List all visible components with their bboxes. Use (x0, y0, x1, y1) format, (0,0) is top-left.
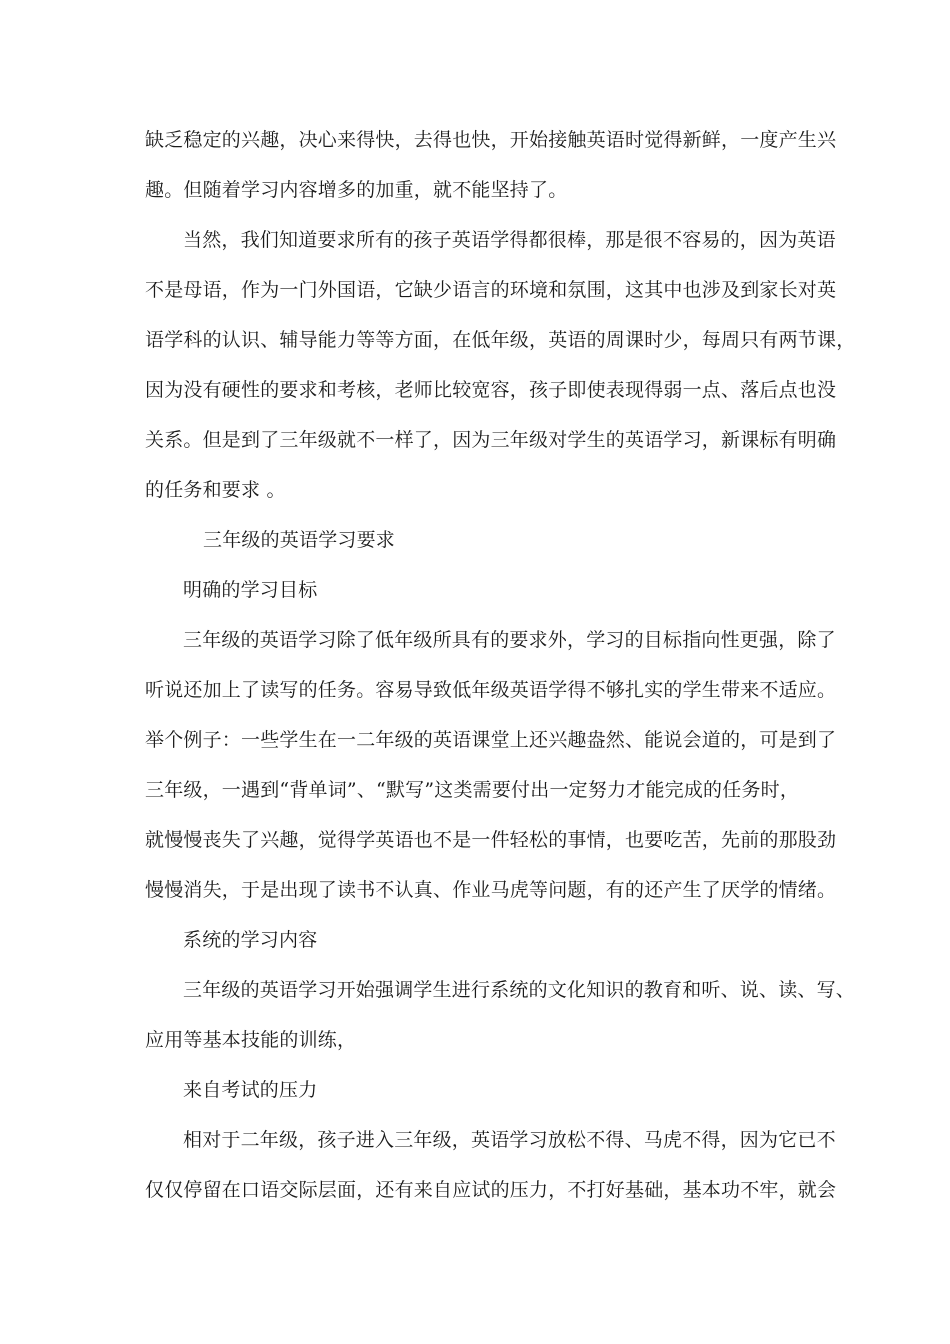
paragraph-line: 缺乏稳定的兴趣，决心来得快，去得也快，开始接触英语时觉得新鲜，一度产生兴 (145, 129, 837, 151)
paragraph-line: 因为没有硬性的要求和考核，老师比较宽容，孩子即使表现得弱一点、落后点也没 (145, 379, 837, 401)
subsection-heading: 明确的学习目标 (183, 579, 318, 601)
paragraph-line: 三年级的英语学习开始强调学生进行系统的文化知识的教育和听、说、读、写、 (183, 979, 856, 1001)
paragraph-line: 相对于二年级，孩子进入三年级，英语学习放松不得、马虎不得，因为它已不 (183, 1129, 836, 1151)
paragraph-line: 听说还加上了读写的任务。容易导致低年级英语学得不够扎实的学生带来不适应。 (145, 679, 837, 701)
paragraph-line: 的任务和要求 。 (145, 479, 286, 501)
subsection-heading: 来自考试的压力 (183, 1079, 318, 1101)
paragraph-line: 举个例子：一些学生在一二年级的英语课堂上还兴趣盎然、能说会道的，可是到了 (145, 729, 837, 751)
section-heading: 三年级的英语学习要求 (203, 529, 396, 551)
paragraph-line: 当然，我们知道要求所有的孩子英语学得都很棒，那是很不容易的，因为英语 (183, 229, 836, 251)
paragraph-line: 关系。但是到了三年级就不一样了，因为三年级对学生的英语学习，新课标有明确 (145, 429, 837, 451)
paragraph-line: 趣。但随着学习内容增多的加重，就不能坚持了。 (145, 179, 568, 201)
paragraph-line: 仅仅停留在口语交际层面，还有来自应试的压力，不打好基础，基本功不牢，就会 (145, 1179, 837, 1201)
paragraph-line: 三年级的英语学习除了低年级所具有的要求外，学习的目标指向性更强，除了 (183, 629, 836, 651)
paragraph-line: 三年级，一遇到“背单词”、“默写”这类需要付出一定努力才能完成的任务时， (145, 779, 800, 801)
paragraph-line: 语学科的认识、辅导能力等等方面，在低年级，英语的周课时少，每周只有两节课， (145, 329, 856, 351)
paragraph-line: 不是母语，作为一门外国语，它缺少语言的环境和氛围，这其中也涉及到家长对英 (145, 279, 837, 301)
paragraph-line: 慢慢消失，于是出现了读书不认真、作业马虎等问题，有的还产生了厌学的情绪。 (145, 879, 837, 901)
subsection-heading: 系统的学习内容 (183, 929, 318, 951)
paragraph-line: 应用等基本技能的训练， (145, 1029, 357, 1051)
paragraph-line: 就慢慢丧失了兴趣，觉得学英语也不是一件轻松的事情，也要吃苦，先前的那股劲 (145, 829, 837, 851)
